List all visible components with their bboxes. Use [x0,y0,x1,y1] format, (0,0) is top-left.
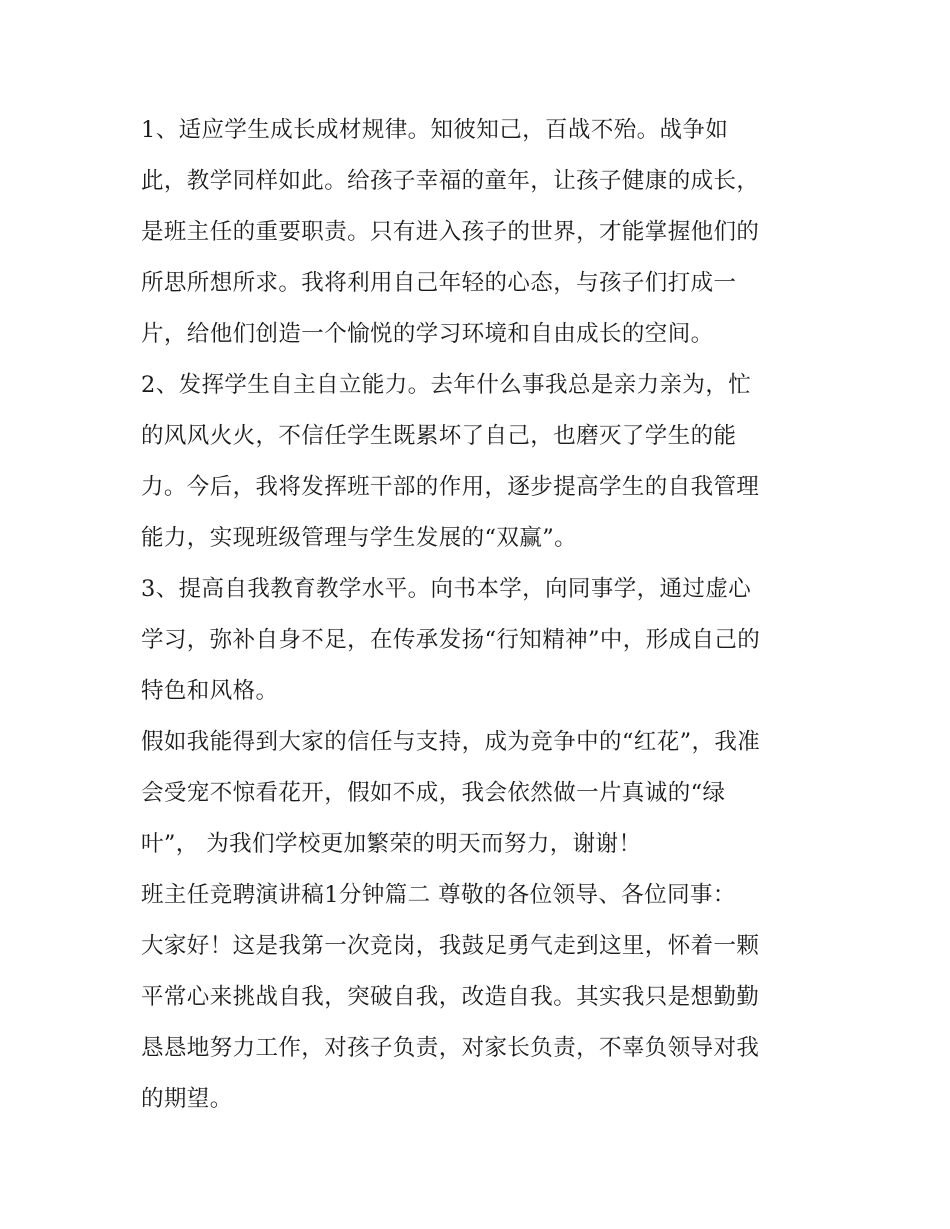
text-line: 是班主任的重要职责。只有进入孩子的世界，才能掌握他们的 [141,219,760,245]
document-body [141,105,821,1125]
text-line: 所思所想所求。我将利用自己年轻的心态，与孩子们打成一 [141,270,737,296]
text-line: 恳恳地努力工作，对孩子负责，对家长负责，不辜负领导对我 [141,1035,760,1061]
text-line: 力。今后，我将发挥班干部的作用，逐步提高学生的自我管理 [141,474,760,500]
text-line: 的风风火火，不信任学生既累坏了自己，也磨灭了学生的能 [141,423,737,449]
text-line: 平常心来挑战自我，突破自我，改造自我。其实我只是想勤勤 [141,984,760,1010]
text-line: 片，给他们创造一个愉悦的学习环境和自由成长的空间。 [141,321,714,347]
text-line: 2、发挥学生自主自立能力。去年什么事我总是亲力亲为，忙 [141,372,752,398]
text-line: 叶”， 为我们学校更加繁荣的明天而努力，谢谢！ [141,831,642,857]
text-line: 会受宠不惊看花开，假如不成，我会依然做一片真诚的“绿 [141,780,726,806]
text-line: 班主任竞聘演讲稿1分钟篇二 尊敬的各位领导、各位同事： [141,882,736,908]
text-line: 能力，实现班级管理与学生发展的“双赢”。 [141,525,578,551]
text-line: 学习，弥补自身不足，在传承发扬“行知精神”中，形成自己的 [141,627,761,653]
text-line: 1、适应学生成长成材规律。知彼知己，百战不殆。战争如 [141,117,729,143]
text-line: 特色和风格。 [141,678,279,704]
text-line: 假如我能得到大家的信任与支持，成为竞争中的“红花”，我准 [141,729,761,755]
text-line: 大家好！这是我第一次竞岗，我鼓足勇气走到这里，怀着一颗 [141,933,760,959]
text-line: 此，教学同样如此。给孩子幸福的童年，让孩子健康的成长， [141,168,760,194]
text-line: 3、提高自我教育教学水平。向书本学，向同事学，通过虚心 [141,576,752,602]
text-line: 的期望。 [141,1086,233,1112]
